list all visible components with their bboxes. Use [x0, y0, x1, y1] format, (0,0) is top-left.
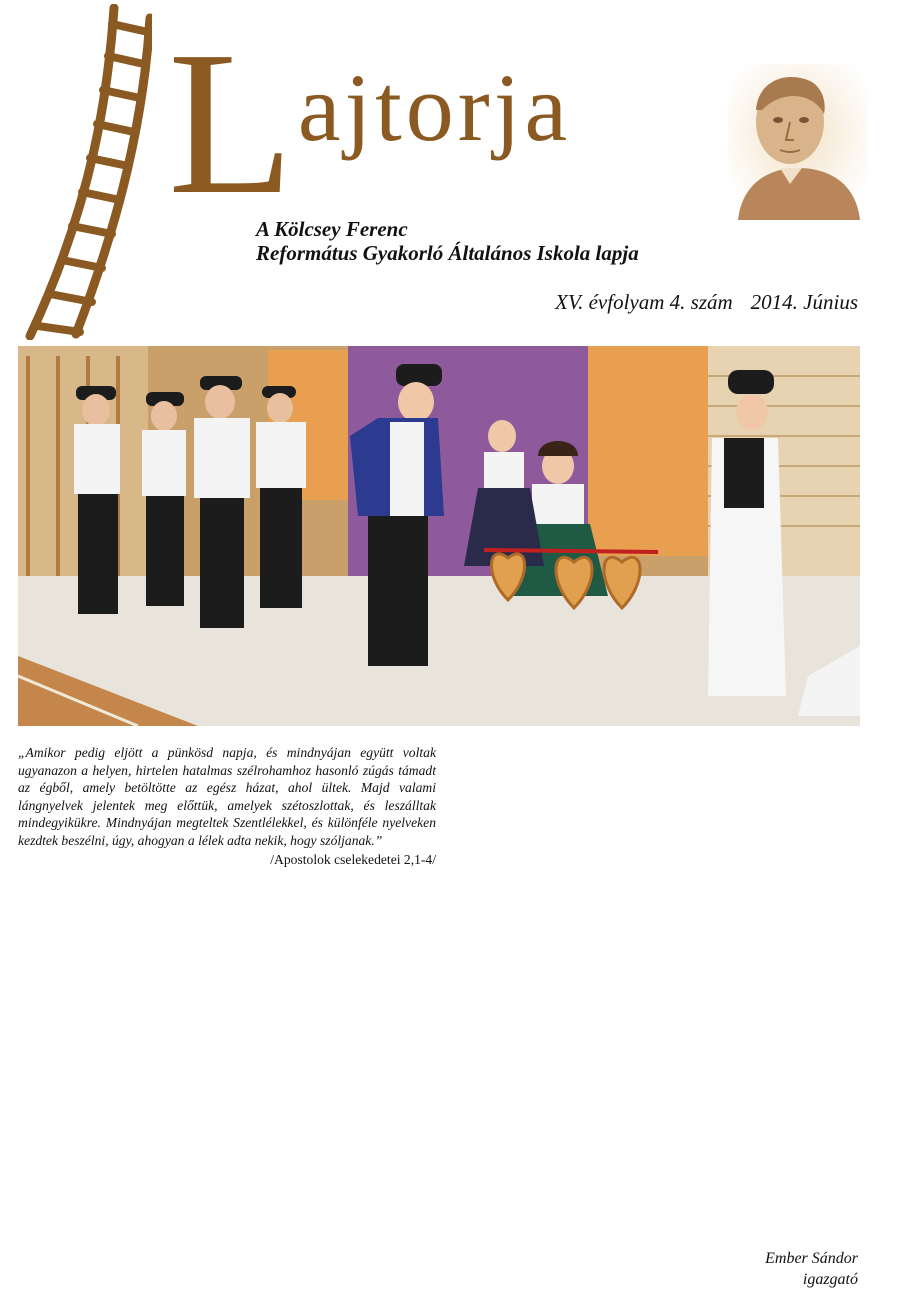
masthead-title-rest: ajtorja [297, 54, 572, 161]
quote-spacer [18, 744, 431, 872]
issue-date: 2014. Június [750, 290, 858, 314]
ladder-logo [22, 4, 152, 340]
school-line-2: Református Gyakorló Általános Iskola lapja [256, 241, 639, 265]
issue-info [555, 290, 858, 315]
folk-dance-photo [18, 346, 860, 726]
quote-source: /Apostolok cselekedetei 2,1-4/ [270, 851, 436, 867]
article-body [18, 744, 860, 1248]
kolcsey-portrait [728, 64, 868, 220]
signature [765, 1248, 858, 1290]
bible-quote: „Amikor pedig eljött a pünkösd napja, és mindnyájan együtt voltak ugyanazon a helyen, hirtelen hatalmas szélrohamhoz hasonló zúgás támadt az égből, amely betöltötte az egész házat, ahol ültek. Majd valami lángnyelvek jelentek meg előttük, amelyek szétoszlottak, és leszálltak mindegyikükre. Mindnyájan megteltek Szentlélekkel, és különféle nyelveken kezdtek beszélni, úgy, ahogyan a lélek adta nekik, hogy szóljanak.” [18, 745, 436, 848]
issue-number: XV. évfolyam 4. szám [555, 290, 733, 314]
signature-title: igazgató [802, 1271, 858, 1288]
masthead-title-initial: L [168, 8, 298, 237]
school-subtitle [256, 217, 639, 265]
signature-name: Ember Sándor [765, 1250, 858, 1267]
school-line-1: A Kölcsey Ferenc [256, 217, 408, 241]
